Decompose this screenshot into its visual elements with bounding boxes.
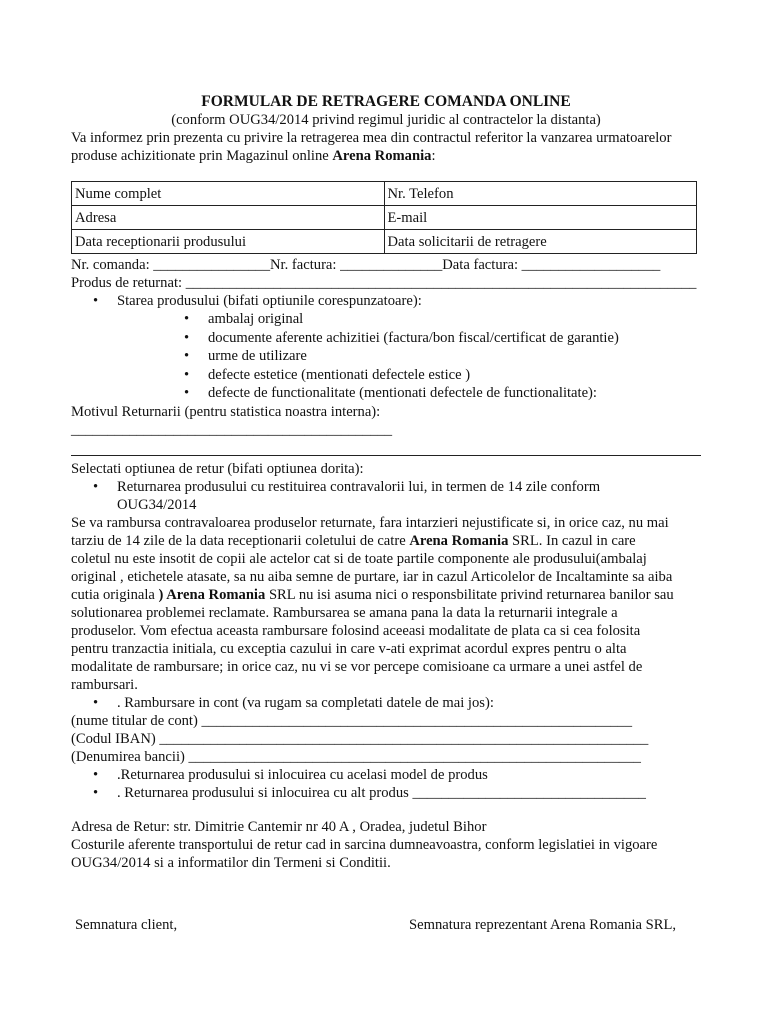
paragraph-line: Se va rambursa contravaloarea produselor returnate, fara intarzieri nejustificate si, in orice caz, nu mai: [71, 514, 669, 531]
paragraph-line: rambursari.: [71, 676, 138, 693]
account-holder-line[interactable]: (nume titular de cont) ___________________________________________________________: [71, 712, 633, 729]
paragraph-line: solutionarea problemei reclamate. Rambursarea se amana pana la data la returnarii integrale a: [71, 604, 618, 621]
option-original-packaging[interactable]: • ambalaj original: [71, 310, 701, 329]
option-bank-refund[interactable]: • . Rambursare in cont (va rugam sa completati datele de mai jos):: [71, 694, 701, 712]
option-same-model[interactable]: • .Returnarea produsului si inlocuirea cu acelasi model de produs: [71, 766, 701, 784]
select-option-label: Selectati optiunea de retur (bifati optiunea dorita):: [71, 460, 364, 477]
field-receipt-date[interactable]: Data receptionarii produsului: [72, 230, 385, 254]
field-address[interactable]: Adresa: [72, 206, 385, 230]
product-state-label: • Starea produsului (bifati optiunile corespunzatoare):: [71, 292, 701, 310]
store-name: Arena Romania: [409, 532, 509, 549]
refund-paragraph: [71, 514, 701, 694]
intro-colon: :: [431, 148, 436, 164]
option-documents[interactable]: • documente aferente achizitiei (factura/bon fiscal/certificat de garantie): [71, 329, 701, 348]
table-row: [72, 182, 697, 206]
intro-line-1: Va informez prin prezenta cu privire la retragerea mea din contractul referitor la vanzarea urmatoarelor: [71, 130, 672, 146]
signature-row: [71, 916, 701, 934]
return-address: Adresa de Retur: str. Dimitrie Cantemir nr 40 A , Oradea, judetul Bihor: [71, 818, 487, 835]
return-reason-line[interactable]: Motivul Returnarii (pentru statistica noastra interna): ____________________________________________: [71, 403, 393, 438]
paragraph-text: SRL nu isi asuma nici o responsbilitate privind returnarea banilor sau: [265, 586, 674, 603]
option-other-product[interactable]: • . Returnarea produsului si inlocuirea cu alt produs ________________________________: [71, 784, 701, 802]
paragraph-line: [71, 586, 701, 604]
paragraph-line: coletul nu este insotit de copii ale actelor cat si de toate partile componente ale produsului(ambalaj: [71, 550, 647, 567]
option-refund[interactable]: [71, 478, 701, 514]
option-aesthetic-defects[interactable]: • defecte estetice (mentionati defectele estice ): [71, 366, 701, 385]
intro-line-2: [71, 147, 701, 165]
table-row: [72, 206, 697, 230]
paragraph-text: tarziu de 14 zile de la data receptionarii coletului de catre: [71, 532, 410, 549]
field-email[interactable]: E-mail: [384, 206, 697, 230]
option-refund-text: Returnarea produsului cu restituirea contravalorii lui, in termen de 14 zile conform: [117, 478, 601, 495]
intro-text: produse achizitionate prin Magazinul online: [71, 148, 333, 164]
spacer: [71, 802, 701, 818]
paragraph-text: SRL. In cazul in care: [508, 532, 636, 549]
withdrawal-form: [71, 92, 701, 934]
costs-line-2: OUG34/2014 si a informatilor din Termeni si Conditii.: [71, 854, 391, 871]
bank-name-line[interactable]: (Denumirea bancii) ______________________________________________________________: [71, 748, 641, 765]
return-reason-blank-line[interactable]: [71, 443, 701, 456]
form-subtitle: (conform OUG34/2014 privind regimul juridic al contractelor la distanta): [171, 112, 601, 128]
order-invoice-line[interactable]: Nr. comanda: ________________Nr. factura: ______________Data factura: ___________________: [71, 257, 661, 273]
field-request-date[interactable]: Data solicitarii de retragere: [384, 230, 697, 254]
iban-line[interactable]: (Codul IBAN) ___________________________________________________________________: [71, 730, 649, 747]
option-refund-law: OUG34/2014: [117, 496, 197, 513]
paragraph-line: modalitate de rambursare; in orice caz, nu vi se vor percepe comisioane ca urmare a unei astfel de: [71, 658, 643, 675]
option-functional-defects[interactable]: • defecte de functionalitate (mentionati defectele de functionalitate):: [71, 384, 701, 403]
representative-signature[interactable]: Semnatura reprezentant Arena Romania SRL,: [409, 916, 677, 933]
option-usage-marks[interactable]: • urme de utilizare: [71, 347, 701, 366]
spacer: [71, 872, 701, 916]
field-full-name[interactable]: Nume complet: [72, 182, 385, 206]
form-title: FORMULAR DE RETRAGERE COMANDA ONLINE: [201, 93, 571, 110]
paragraph-line: pentru tranzactia initiala, cu exceptia cazului in care v-ati exprimat acordul expres pentru o alta: [71, 640, 627, 657]
table-row: [72, 230, 697, 254]
field-phone[interactable]: Nr. Telefon: [384, 182, 697, 206]
costs-line-1: Costurile aferente transportului de retur cad in sarcina dumneavoastra, conform legislatiei in vigoare: [71, 836, 658, 853]
client-signature[interactable]: Semnatura client,: [75, 916, 178, 933]
product-line[interactable]: Produs de returnat: ______________________________________________________________________: [71, 275, 697, 291]
paragraph-line: original , etichetele atasate, sa nu aiba semne de purtare, iar in cazul Articolelor de Incaltaminte sa aiba: [71, 568, 673, 585]
paragraph-line: produselor. Vom efectua aceasta rambursare folosind aceeasi modalitate de plata ca si cea folosita: [71, 622, 641, 639]
paragraph-text: cutia originala: [71, 586, 159, 603]
store-name: Arena Romania: [332, 148, 432, 164]
store-name: ) Arena Romania: [158, 586, 266, 603]
customer-info-table: [71, 181, 697, 254]
paragraph-line: [71, 532, 701, 550]
